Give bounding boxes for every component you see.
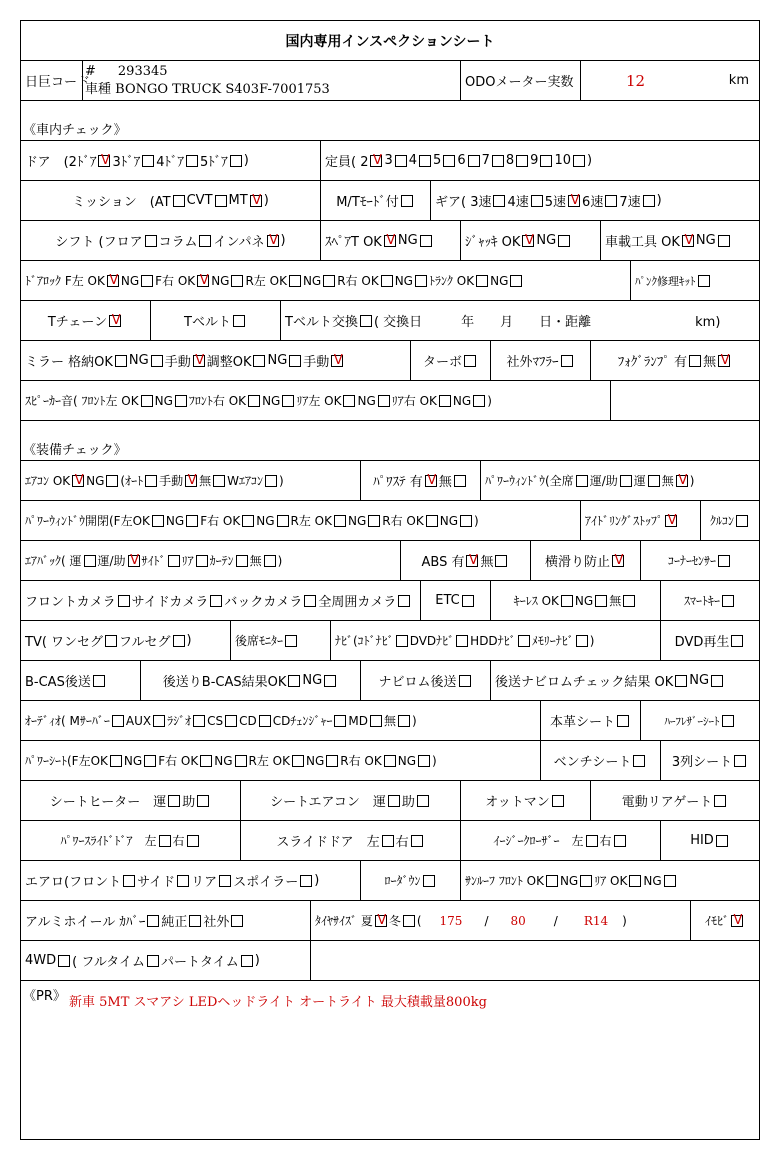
half-leather-cell: ﾊｰﾌﾚｻﾞｰｼｰﾄ bbox=[641, 701, 759, 740]
row-power-seat bbox=[21, 741, 759, 781]
checkbox-shift-floor[interactable] bbox=[145, 235, 157, 247]
checkbox-around-camera[interactable] bbox=[398, 595, 410, 607]
checkbox-muffler[interactable] bbox=[561, 355, 573, 367]
row-4wd bbox=[21, 941, 759, 981]
lowdown-cell: ﾛｰﾀﾞｳﾝ bbox=[361, 861, 461, 900]
row-speaker bbox=[21, 381, 759, 421]
checkbox-cap-6[interactable] bbox=[468, 155, 480, 167]
checkbox-pseat-rr-ng[interactable] bbox=[418, 755, 430, 767]
navirom-send-cell: ナビロム後送 bbox=[361, 661, 491, 700]
model-value: BONGO TRUCK S403F-7001753 bbox=[115, 82, 330, 97]
checkbox-shift-panel[interactable] bbox=[267, 235, 279, 247]
checkbox-mirror-adj-manual[interactable] bbox=[331, 355, 343, 367]
puncture-kit-cell: ﾊﾟﾝｸ修理ｷｯﾄ bbox=[631, 261, 759, 300]
checkbox-gear-6[interactable] bbox=[605, 195, 617, 207]
checkbox-4wd[interactable] bbox=[58, 955, 70, 967]
checkbox-cap-10[interactable] bbox=[573, 155, 585, 167]
tchain-cell: Tチェーン V bbox=[21, 301, 151, 340]
checkbox-tire-summer[interactable] bbox=[375, 915, 387, 927]
tbelt-cell: Tベルト bbox=[151, 301, 281, 340]
row-camera bbox=[21, 581, 759, 621]
checkbox-seatac-passenger[interactable] bbox=[417, 795, 429, 807]
odo-value: 12 bbox=[626, 71, 646, 90]
model-label: 車種 bbox=[85, 82, 112, 97]
checkbox-navirom-ng[interactable] bbox=[711, 675, 723, 687]
row-aircon bbox=[21, 461, 759, 501]
checkbox-ab-driver[interactable] bbox=[84, 555, 96, 567]
row-audio bbox=[21, 701, 759, 741]
bcas-send-cell: B-CAS後送 bbox=[21, 661, 141, 700]
checkbox-pwo-rr-ng[interactable] bbox=[460, 515, 472, 527]
checkbox-tchain[interactable] bbox=[109, 315, 121, 327]
interior-heading-row bbox=[21, 101, 759, 141]
checkbox-ab-side[interactable] bbox=[168, 555, 180, 567]
checkbox-bcas-send[interactable] bbox=[93, 675, 105, 687]
checkbox-wheel-cover[interactable] bbox=[147, 915, 159, 927]
sunroof-cell: ｻﾝﾙｰﾌ ﾌﾛﾝﾄ OK NG ﾘｱ OK NG bbox=[461, 861, 759, 900]
bcas-result-cell: 後送りB-CAS結果OK NG bbox=[141, 661, 361, 700]
checkbox-lock-trunk-ng[interactable] bbox=[510, 275, 522, 287]
doors-cell: ドア (2ﾄﾞｱ V 3ﾄﾞｱ 4ﾄﾞｱ 5ﾄﾞｱ ) bbox=[21, 141, 321, 180]
wheel-cell: アルミホイール ｶﾊﾞｰ 純正 社外 bbox=[21, 901, 311, 940]
checkbox-pw-all[interactable] bbox=[576, 475, 588, 487]
third-row-cell: 3列シート bbox=[661, 741, 759, 780]
easy-closer-cell: ｲｰｼﾞｰｸﾛｰｻﾞｰ 左 右 bbox=[461, 821, 661, 860]
checkbox-sp-rl-ok[interactable] bbox=[343, 395, 355, 407]
title-row bbox=[21, 21, 759, 61]
tire-size-cell: ﾀｲﾔｻｲｽﾞ 夏 V 冬 ( 175 / 80 / R14 ) bbox=[311, 901, 691, 940]
checkbox-abs-no[interactable] bbox=[495, 555, 507, 567]
sheet-title: 国内専用インスペクションシート bbox=[285, 33, 495, 50]
checkbox-5door[interactable] bbox=[230, 155, 242, 167]
checkbox-foglamp-no[interactable] bbox=[718, 355, 730, 367]
checkbox-pwo-rl-ng[interactable] bbox=[368, 515, 380, 527]
checkbox-gear-7[interactable] bbox=[643, 195, 655, 207]
checkbox-tv-oneseg[interactable] bbox=[105, 635, 117, 647]
checkbox-navirom-ok[interactable] bbox=[675, 675, 687, 687]
awd-blank bbox=[311, 941, 759, 980]
gear-cell: ギア( 3速 4速 5速 V 6速 7速 ) bbox=[431, 181, 759, 220]
vehicle-info bbox=[83, 61, 461, 100]
checkbox-pseat-fl-ok[interactable] bbox=[110, 755, 122, 767]
row-airbag bbox=[21, 541, 759, 581]
checkbox-tbelt[interactable] bbox=[233, 315, 245, 327]
checkbox-closer-left[interactable] bbox=[586, 835, 598, 847]
checkbox-hid[interactable] bbox=[716, 835, 728, 847]
row-mirror bbox=[21, 341, 759, 381]
checkbox-pwo-rl-ok[interactable] bbox=[334, 515, 346, 527]
checkbox-cvt[interactable] bbox=[215, 195, 227, 207]
mission-cell: ミッション (AT CVT MT V ) bbox=[21, 181, 321, 220]
checkbox-pw-driver[interactable] bbox=[648, 475, 660, 487]
row-doorlock bbox=[21, 261, 759, 301]
checkbox-lock-rl-ok[interactable] bbox=[289, 275, 301, 287]
checkbox-sp-fr-ok[interactable] bbox=[248, 395, 260, 407]
checkbox-cruise[interactable] bbox=[736, 515, 748, 527]
checkbox-lowdown[interactable] bbox=[423, 875, 435, 887]
checkbox-slide-right[interactable] bbox=[411, 835, 423, 847]
checkbox-tbelt-exchange[interactable] bbox=[360, 315, 372, 327]
checkbox-pwo-rr-ok[interactable] bbox=[426, 515, 438, 527]
odo-label: ODOメーター実数 bbox=[461, 61, 581, 100]
checkbox-4door[interactable] bbox=[186, 155, 198, 167]
power-tailgate-cell: 電動リアゲート bbox=[591, 781, 759, 820]
checkbox-audio-changer[interactable] bbox=[334, 715, 346, 727]
checkbox-audio-radio[interactable] bbox=[193, 715, 205, 727]
checkbox-pslide-right[interactable] bbox=[187, 835, 199, 847]
checkbox-cap-8[interactable] bbox=[516, 155, 528, 167]
checkbox-back-camera[interactable] bbox=[304, 595, 316, 607]
checkbox-pwo-fr-ng[interactable] bbox=[277, 515, 289, 527]
power-slide-cell: ﾊﾟﾜｰｽﾗｲﾄﾞﾄﾞｱ 左 右 bbox=[21, 821, 241, 860]
row-aero bbox=[21, 861, 759, 901]
checkbox-pseat-rl-ng[interactable] bbox=[326, 755, 338, 767]
row-wheels bbox=[21, 901, 759, 941]
checkbox-sunroof-r-ok[interactable] bbox=[629, 875, 641, 887]
checkbox-half-leather[interactable] bbox=[722, 715, 734, 727]
checkbox-aero-rear[interactable] bbox=[219, 875, 231, 887]
checkbox-sp-rr-ok[interactable] bbox=[439, 395, 451, 407]
checkbox-ac-ok[interactable] bbox=[72, 475, 84, 487]
checkbox-dvd-play[interactable] bbox=[731, 635, 743, 647]
checkbox-lock-fl-ng[interactable] bbox=[141, 275, 153, 287]
ottoman-cell: オットマン bbox=[461, 781, 591, 820]
tbelt-exchange-cell: Tベルト交換 ( 交換日 年 月 日・距離 km) bbox=[285, 315, 721, 330]
checkbox-gear-5[interactable] bbox=[568, 195, 580, 207]
checkbox-keyless-none[interactable] bbox=[623, 595, 635, 607]
equipment-heading: 《装備チェック》 bbox=[23, 443, 127, 458]
checkbox-sp-fr-ng[interactable] bbox=[282, 395, 294, 407]
row-slide-door bbox=[21, 821, 759, 861]
checkbox-idling-stop[interactable] bbox=[665, 515, 677, 527]
checkbox-navi-memory[interactable] bbox=[576, 635, 588, 647]
checkbox-navi-dvd[interactable] bbox=[456, 635, 468, 647]
row-bcas bbox=[21, 661, 759, 701]
checkbox-pwo-fl-ng[interactable] bbox=[186, 515, 198, 527]
idling-stop-cell: ｱｲﾄﾞﾘﾝｸﾞｽﾄｯﾌﾟ V bbox=[581, 501, 701, 540]
checkbox-ac-auto[interactable] bbox=[145, 475, 157, 487]
checkbox-aero-side[interactable] bbox=[177, 875, 189, 887]
equipment-heading-row bbox=[21, 421, 759, 461]
checkbox-lock-rl-ng[interactable] bbox=[323, 275, 335, 287]
checkbox-tools-ng[interactable] bbox=[718, 235, 730, 247]
checkbox-ac-manual[interactable] bbox=[185, 475, 197, 487]
tire-width: 175 bbox=[439, 913, 463, 928]
stock-number: 293345 bbox=[117, 64, 168, 79]
seat-heater-cell: シートヒーター 運 助 bbox=[21, 781, 241, 820]
pr-section bbox=[21, 981, 759, 1139]
cruise-cell: ｸﾙｺﾝ bbox=[701, 501, 759, 540]
checkbox-wheel-aftermarket[interactable] bbox=[231, 915, 243, 927]
checkbox-leather-seat[interactable] bbox=[617, 715, 629, 727]
speaker-cell: ｽﾋﾟｰｶｰ音( ﾌﾛﾝﾄ左 OK NG ﾌﾛﾝﾄ右 OK NG ﾘｱ左 OK NG ﾘｱ右 OK NG ) bbox=[21, 381, 611, 420]
pr-label: 《PR》 bbox=[23, 989, 66, 1004]
checkbox-mirror-fold-ng[interactable] bbox=[151, 355, 163, 367]
audio-cell: ｵｰﾃﾞｨｵ( Mｻｰﾊﾞｰ AUX ﾗｼﾞｵ CS CD CDﾁｪﾝｼﾞｬｰ MD 無 ) bbox=[21, 701, 541, 740]
shift-cell: シフト (フロア コラム インパネ V ) bbox=[21, 221, 321, 260]
checkbox-lock-rr-ok[interactable] bbox=[381, 275, 393, 287]
row-seat-heater bbox=[21, 781, 759, 821]
doorlock-cell: ﾄﾞｱﾛｯｸ F左 OK V NG F右 OK V NG R左 OK NG R右 OK NG ﾄﾗﾝｸ OK NG bbox=[21, 261, 631, 300]
checkbox-cap-9[interactable] bbox=[540, 155, 552, 167]
bench-seat-cell: ベンチシート bbox=[541, 741, 661, 780]
checkbox-puncture-kit[interactable] bbox=[698, 275, 710, 287]
checkbox-sunroof-f-ok[interactable] bbox=[546, 875, 558, 887]
tv-cell: TV( ワンセグ フルセグ ) bbox=[21, 621, 231, 660]
aircon-cell: ｴｱｺﾝ OK V NG (ｵｰﾄ 手動 V 無 Wｴｱｺﾝ ) bbox=[21, 461, 361, 500]
hid-cell: HID bbox=[661, 821, 759, 860]
navirom-result-cell: 後送ナビロムチェック結果 OK NG bbox=[491, 661, 759, 700]
checkbox-sp-rr-ng[interactable] bbox=[473, 395, 485, 407]
tire-aspect: 80 bbox=[510, 913, 526, 928]
keyless-cell: ｷｰﾚｽ OK NG 無 bbox=[491, 581, 661, 620]
checkbox-ab-front[interactable] bbox=[128, 555, 140, 567]
checkbox-front-camera[interactable] bbox=[118, 595, 130, 607]
checkbox-spare-ok[interactable] bbox=[384, 235, 396, 247]
checkbox-mt[interactable] bbox=[250, 195, 262, 207]
tools-cell: 車載工具 OK V NG bbox=[601, 221, 759, 260]
checkbox-cap-3[interactable] bbox=[395, 155, 407, 167]
checkbox-ottoman[interactable] bbox=[552, 795, 564, 807]
odo-unit: km bbox=[728, 73, 749, 88]
checkbox-mirror-adj-ok[interactable] bbox=[253, 355, 265, 367]
checkbox-mirror-adj-ng[interactable] bbox=[289, 355, 301, 367]
pw-open-cell: ﾊﾟﾜｰｳｨﾝﾄﾞｳ開閉(F左OK NG F右 OK NG R左 OK NG R右 OK NG ) bbox=[21, 501, 581, 540]
checkbox-ac-none[interactable] bbox=[213, 475, 225, 487]
tire-rim: R14 bbox=[583, 913, 609, 928]
number-label: # bbox=[85, 64, 96, 79]
row-shift bbox=[21, 221, 759, 261]
checkbox-ps-no[interactable] bbox=[454, 475, 466, 487]
interior-heading: 《車内チェック》 bbox=[23, 123, 127, 138]
checkbox-navi-hdd[interactable] bbox=[518, 635, 530, 647]
checkbox-pseat-fl-ng[interactable] bbox=[144, 755, 156, 767]
muffler-cell: 社外ﾏﾌﾗｰ bbox=[491, 341, 591, 380]
checkbox-rear-monitor[interactable] bbox=[285, 635, 297, 647]
checkbox-heater-passenger[interactable] bbox=[197, 795, 209, 807]
power-window-cell: ﾊﾟﾜｰｳｨﾝﾄﾞｳ(全席 運/助 運 無 V ) bbox=[481, 461, 759, 500]
checkbox-ac-w[interactable] bbox=[265, 475, 277, 487]
row-doors bbox=[21, 141, 759, 181]
tire-sep-2: / bbox=[553, 913, 558, 928]
checkbox-shift-column[interactable] bbox=[199, 235, 211, 247]
pr-text: 新車 5MT スマアシ LEDヘッドライト オートライト 最大積載量800kg bbox=[69, 995, 487, 1010]
speaker-blank bbox=[611, 381, 759, 420]
checkbox-sunroof-f-ng[interactable] bbox=[580, 875, 592, 887]
smart-key-cell: ｽﾏｰﾄｷｰ bbox=[661, 581, 759, 620]
row-pw-open bbox=[21, 501, 759, 541]
checkbox-pseat-fr-ok[interactable] bbox=[200, 755, 212, 767]
checkbox-spare-ng[interactable] bbox=[420, 235, 432, 247]
mt-mode-cell: M/Tﾓｰﾄﾞ付 bbox=[321, 181, 431, 220]
anti-skid-cell: 横滑り防止 V bbox=[531, 541, 641, 580]
checkbox-ab-curtain[interactable] bbox=[236, 555, 248, 567]
checkbox-pslide-left[interactable] bbox=[159, 835, 171, 847]
checkbox-mirror-fold-manual[interactable] bbox=[193, 355, 205, 367]
odo-field[interactable] bbox=[581, 61, 759, 100]
dvd-play-cell: DVD再生 bbox=[661, 621, 759, 660]
checkbox-3door[interactable] bbox=[142, 155, 154, 167]
checkbox-audio-md[interactable] bbox=[370, 715, 382, 727]
awd-cell: 4WD ( フルタイム パートタイム ) bbox=[21, 941, 311, 980]
navi-cell: ﾅﾋﾞ(ｺﾄﾞﾅﾋﾞ DVDﾅﾋﾞ HDDﾅﾋﾞ ﾒﾓﾘｰﾅﾋﾞ ) bbox=[331, 621, 661, 660]
slide-door-cell: スライドドア 左 右 bbox=[241, 821, 461, 860]
checkbox-mt-mode[interactable] bbox=[401, 195, 413, 207]
checkbox-side-camera[interactable] bbox=[210, 595, 222, 607]
checkbox-audio-mserver[interactable] bbox=[112, 715, 124, 727]
leather-seat-cell: 本革シート bbox=[541, 701, 641, 740]
checkbox-pw-front[interactable] bbox=[620, 475, 632, 487]
checkbox-lock-rr-ng[interactable] bbox=[415, 275, 427, 287]
abs-cell: ABS 有 V 無 bbox=[401, 541, 531, 580]
checkbox-lock-fr-ng[interactable] bbox=[231, 275, 243, 287]
checkbox-pwo-fr-ok[interactable] bbox=[242, 515, 254, 527]
checkbox-tv-fullseg[interactable] bbox=[173, 635, 185, 647]
tire-sep-1: / bbox=[484, 913, 489, 928]
checkbox-ac-ng[interactable] bbox=[106, 475, 118, 487]
inspection-sheet bbox=[20, 20, 760, 1140]
checkbox-jack-ok[interactable] bbox=[522, 235, 534, 247]
checkbox-sunroof-r-ng[interactable] bbox=[664, 875, 676, 887]
code-label: 日巨コード bbox=[21, 61, 83, 100]
aero-cell: エアロ(フロント サイド リア スポイラー ) bbox=[21, 861, 361, 900]
checkbox-jack-ng[interactable] bbox=[558, 235, 570, 247]
checkbox-third-row[interactable] bbox=[734, 755, 746, 767]
checkbox-sp-fl-ng[interactable] bbox=[175, 395, 187, 407]
power-seat-cell: ﾊﾟﾜｰｼｰﾄ(F左OK NG F右 OK NG R左 OK NG R右 OK NG ) bbox=[21, 741, 541, 780]
checkbox-gear-3[interactable] bbox=[493, 195, 505, 207]
checkbox-cap-4[interactable] bbox=[419, 155, 431, 167]
checkbox-4wd-fulltime[interactable] bbox=[147, 955, 159, 967]
checkbox-tools-ok[interactable] bbox=[682, 235, 694, 247]
checkbox-heater-driver[interactable] bbox=[168, 795, 180, 807]
checkbox-navi-cd[interactable] bbox=[396, 635, 408, 647]
checkbox-immobilizer[interactable] bbox=[731, 915, 743, 927]
checkbox-pwo-fl-ok[interactable] bbox=[152, 515, 164, 527]
checkbox-foglamp-yes[interactable] bbox=[689, 355, 701, 367]
checkbox-ps-yes[interactable] bbox=[425, 475, 437, 487]
checkbox-pseat-rl-ok[interactable] bbox=[292, 755, 304, 767]
checkbox-cap-2[interactable] bbox=[370, 155, 382, 167]
rear-monitor-cell: 後席ﾓﾆﾀｰ bbox=[231, 621, 331, 660]
checkbox-pseat-rr-ok[interactable] bbox=[384, 755, 396, 767]
checkbox-keyless-ng[interactable] bbox=[595, 595, 607, 607]
checkbox-sp-rl-ng[interactable] bbox=[378, 395, 390, 407]
checkbox-audio-cd[interactable] bbox=[259, 715, 271, 727]
camera-cell: フロントカメラ サイドカメラ バックカメラ 全周囲カメラ bbox=[21, 581, 421, 620]
checkbox-aero-spoiler[interactable] bbox=[300, 875, 312, 887]
checkbox-keyless-ok[interactable] bbox=[561, 595, 573, 607]
airbag-cell: ｴｱﾊﾞｯｸ( 運 運/助 V ｻｲﾄﾞ ﾘｱ ｶｰﾃﾝ 無 ) bbox=[21, 541, 401, 580]
turbo-cell: ターボ bbox=[411, 341, 491, 380]
row-transmission bbox=[21, 181, 759, 221]
checkbox-sp-fl-ok[interactable] bbox=[141, 395, 153, 407]
foglamp-cell: ﾌｫｸﾞﾗﾝﾌﾟ 有 無 V bbox=[591, 341, 759, 380]
checkbox-turbo[interactable] bbox=[464, 355, 476, 367]
checkbox-bench-seat[interactable] bbox=[633, 755, 645, 767]
checkbox-tire-winter[interactable] bbox=[403, 915, 415, 927]
checkbox-corner-sensor[interactable] bbox=[718, 555, 730, 567]
checkbox-cap-5[interactable] bbox=[443, 155, 455, 167]
checkbox-ab-none[interactable] bbox=[264, 555, 276, 567]
corner-sensor-cell: ｺｰﾅｰｾﾝｻｰ bbox=[641, 541, 759, 580]
mirror-cell: ミラー 格納OK NG 手動 V 調整OK NG 手動 V bbox=[21, 341, 411, 380]
spare-cell: ｽﾍﾟｱT OK V NG bbox=[321, 221, 461, 260]
checkbox-bcas-ok[interactable] bbox=[288, 675, 300, 687]
checkbox-4wd-parttime[interactable] bbox=[241, 955, 253, 967]
checkbox-slide-left[interactable] bbox=[382, 835, 394, 847]
checkbox-abs-yes[interactable] bbox=[466, 555, 478, 567]
checkbox-aero-front[interactable] bbox=[123, 875, 135, 887]
jack-cell: ｼﾞｬｯｷ OK V NG bbox=[461, 221, 601, 260]
header-row bbox=[21, 61, 759, 101]
checkbox-lock-fl-ok[interactable] bbox=[107, 275, 119, 287]
checkbox-gear-4[interactable] bbox=[531, 195, 543, 207]
checkbox-pseat-fr-ng[interactable] bbox=[235, 755, 247, 767]
checkbox-lock-fr-ok[interactable] bbox=[197, 275, 209, 287]
checkbox-pw-none[interactable] bbox=[676, 475, 688, 487]
checkbox-cap-7[interactable] bbox=[492, 155, 504, 167]
row-tv bbox=[21, 621, 759, 661]
checkbox-mirror-fold-ok[interactable] bbox=[115, 355, 127, 367]
checkbox-audio-none[interactable] bbox=[398, 715, 410, 727]
checkbox-at[interactable] bbox=[173, 195, 185, 207]
etc-cell: ETC bbox=[421, 581, 491, 620]
immobilizer-cell: ｲﾓﾋﾞ V bbox=[691, 901, 759, 940]
power-steering-cell: ﾊﾟﾜｽﾃ 有 V 無 bbox=[361, 461, 481, 500]
checkbox-ab-rear[interactable] bbox=[196, 555, 208, 567]
checkbox-etc[interactable] bbox=[462, 595, 474, 607]
checkbox-audio-aux[interactable] bbox=[153, 715, 165, 727]
checkbox-power-tailgate[interactable] bbox=[714, 795, 726, 807]
checkbox-audio-cs[interactable] bbox=[225, 715, 237, 727]
checkbox-bcas-ng[interactable] bbox=[324, 675, 336, 687]
seat-aircon-cell: シートエアコン 運 助 bbox=[241, 781, 461, 820]
checkbox-navirom-send[interactable] bbox=[459, 675, 471, 687]
checkbox-smart-key[interactable] bbox=[722, 595, 734, 607]
checkbox-anti-skid[interactable] bbox=[612, 555, 624, 567]
checkbox-seatac-driver[interactable] bbox=[388, 795, 400, 807]
capacity-cell: 定員( 2 V 3 4 5 6 7 8 9 10 ) bbox=[321, 141, 759, 180]
checkbox-lock-trunk-ok[interactable] bbox=[476, 275, 488, 287]
checkbox-wheel-genuine[interactable] bbox=[189, 915, 201, 927]
row-timing bbox=[21, 301, 759, 341]
checkbox-closer-right[interactable] bbox=[614, 835, 626, 847]
checkbox-2door[interactable] bbox=[98, 155, 110, 167]
